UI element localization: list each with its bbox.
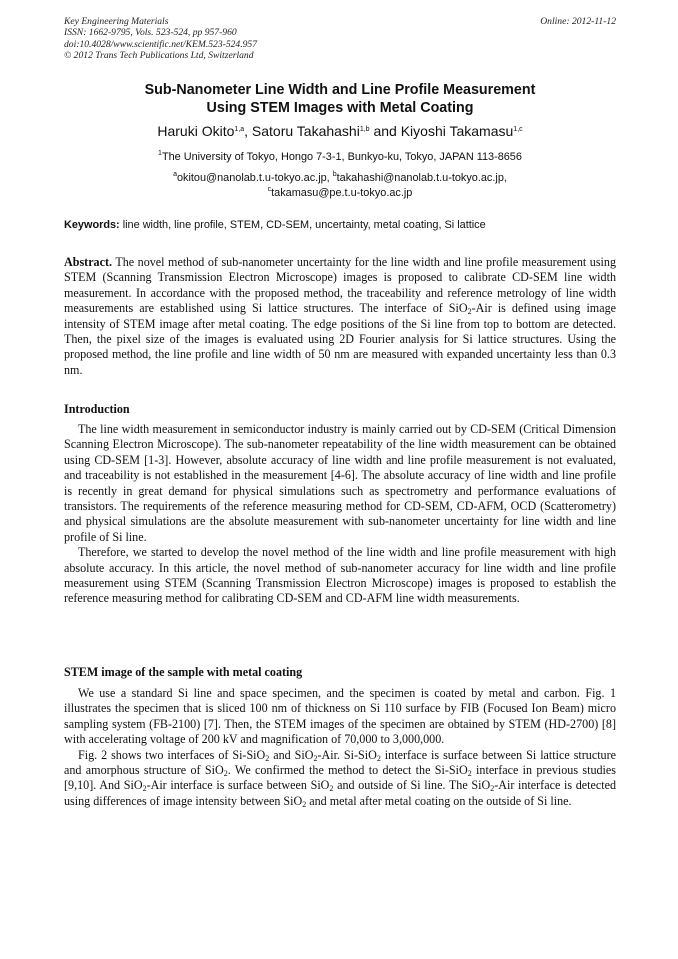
email-b: takahashi@nanolab.t.u-tokyo.ac.jp,: [336, 172, 507, 184]
introduction-body: [64, 422, 616, 607]
stem-p2-text-g: -Air interface is surface between SiO: [146, 778, 330, 793]
author-separator-2: and: [369, 123, 401, 139]
author-1: Haruki Okito: [157, 123, 235, 139]
affiliation: [64, 150, 616, 164]
abstract-paragraph: [64, 255, 616, 378]
introduction-paragraph-2: Therefore, we started to develop the novel method of the line width and line profile measurement with high absolute accuracy. In this article, the novel method of sub-nanometer accuracy for line width and line profile measurement using STEM (Scanning Transmission Electron Microscope) images is proposed to establish the reference measuring method for calibrating CD-SEM and CD-AFM line width measurements.: [64, 545, 616, 606]
copyright-line: © 2012 Trans Tech Publications Ltd, Switzerland: [64, 49, 254, 61]
author-2: Satoru Takahashi: [251, 123, 360, 139]
stem-p2-text-c: -Air. Si-SiO: [317, 747, 377, 762]
affiliation-sup: 1: [158, 150, 162, 157]
stem-p2-text-j: and metal after metal coating on the outside of Si line.: [306, 793, 572, 808]
abstract-text-2: -Air is defined using image intensity of STEM image after metal coating. The edge positions of the Si line from top to bottom are detected. Then, the pixel size of the images is evaluated using 2D Fourier analysis for Si lattice structures. Using the proposed method, the line profile and line width of 50 nm are measured with expanded uncertainty less than 0.3 nm.: [64, 301, 616, 377]
email-line-2: [64, 186, 616, 201]
stem-p2-text-d: interface is surface between Si lattice structure and amorphous structure of SiO: [64, 747, 616, 778]
stem-section-heading: STEM image of the sample with metal coating: [64, 665, 303, 679]
author-3-sup: 1,c: [513, 126, 523, 133]
stem-p2-sub: 2: [376, 753, 381, 763]
stem-p2-sub: 2: [265, 753, 270, 763]
author-2-sup: 1,b: [359, 126, 370, 133]
stem-p2-text-a: Fig. 2 shows two interfaces of Si-SiO: [78, 747, 266, 762]
issn-line: ISSN: 1662-9795, Vols. 523-524, pp 957-960: [64, 27, 237, 39]
keywords-text: line width, line profile, STEM, CD-SEM, uncertainty, metal coating, Si lattice: [119, 219, 486, 231]
abstract-text-1: The novel method of sub-nanometer uncertainty for the line width and line profile measurement using STEM (Scanning Transmission Electron Microscope) images is proposed to calibrate CD-SEM line width measurement. In accordance with the proposed method, the traceability and reference metrology of line width measurements are established using Si lattice structures. The interface of SiO: [64, 255, 616, 316]
journal-name: Key Engineering Materials: [64, 16, 169, 27]
email-a: okitou@nanolab.t.u-tokyo.ac.jp,: [176, 172, 333, 184]
stem-p2-sub: 2: [490, 784, 495, 794]
online-date: Online: 2012-11-12: [540, 16, 616, 27]
email-c-sup: c: [267, 186, 272, 193]
stem-paragraph-2: [64, 748, 616, 810]
abstract: [64, 255, 616, 378]
stem-p2-sub: 2: [142, 784, 147, 794]
stem-p2-text-i: -Air interface is detected using differences of image intensity between SiO: [64, 778, 616, 808]
email-c: takamasu@pe.t.u-tokyo.ac.jp: [271, 187, 413, 199]
paper-title: [64, 81, 616, 117]
title-line-1: Sub-Nanometer Line Width and Line Profile Measurement: [144, 82, 536, 98]
stem-p2-sub: 2: [329, 784, 334, 794]
author-3: Kiyoshi Takamasu: [400, 123, 514, 139]
stem-p2-text-b: and SiO: [269, 747, 314, 762]
email-block: [64, 171, 616, 201]
abstract-sub: 2: [467, 307, 472, 317]
affiliation-text: The University of Tokyo, Hongo 7-3-1, Bunkyo-ku, Tokyo, JAPAN 113-8656: [161, 151, 522, 163]
keywords-label: Keywords:: [64, 219, 120, 231]
introduction-heading: Introduction: [64, 402, 130, 416]
doi-line: doi:10.4028/www.scientific.net/KEM.523-524.957: [64, 38, 258, 50]
stem-p2-sub: 2: [223, 769, 228, 779]
stem-p2-text-f: interface in previous studies [9,10]. And SiO: [64, 763, 616, 793]
author-separator-1: ,: [244, 123, 252, 139]
author-list: [64, 123, 616, 140]
keywords: [64, 218, 616, 232]
email-b-sup: b: [332, 171, 337, 178]
stem-p2-text-e: . We confirmed the method to detect the Si-SiO: [227, 763, 468, 778]
email-a-sup: a: [173, 171, 177, 178]
stem-p2-text-h: and outside of Si line. The SiO: [333, 778, 491, 793]
stem-p2-sub: 2: [313, 753, 318, 763]
abstract-label: Abstract.: [64, 255, 113, 269]
stem-paragraph-1: We use a standard Si line and space specimen, and the specimen is coated by metal and carbon. Fig. 1 illustrates the specimen that is sliced 100 nm of thickness on Si 110 surface by FIB (Focused Ion Beam) micro sampling system (FB-2100) [7]. Then, the STEM images of the specimen are obtained by STEM (HD-2700) [8] with accelerating voltage of 200 kV and magnification of 70,000 to 3,000,000.: [64, 686, 616, 747]
stem-section-body: [64, 686, 616, 809]
author-1-sup: 1,a: [234, 126, 245, 133]
stem-p2-sub: 2: [467, 769, 472, 779]
introduction-paragraph-1: The line width measurement in semiconductor industry is mainly carried out by CD-SEM (Critical Dimension Scanning Electron Microscope). The sub-nanometer repeatability of the line width measurement can be obtained using CD-SEM [1-3]. However, absolute accuracy of line width and line profile measurement is not evaluated, and traceability is not established in the measurement [4-6]. The absolute accuracy of line width and line profile is recently in great demand for physical simulations such as spectrometry and performance evaluations of transistors. The requirements of the reference measuring method for CD-SEM, CD-AFM, OCD (Scatterometry) and physical simulations are the absolute measurement with sub-nanometer uncertainty for line width and line profile of Si line.: [64, 422, 616, 544]
title-line-2: Using STEM Images with Metal Coating: [206, 100, 474, 116]
journal-header: [64, 16, 616, 61]
stem-p2-sub: 2: [302, 799, 307, 809]
email-line-1: [64, 171, 616, 186]
